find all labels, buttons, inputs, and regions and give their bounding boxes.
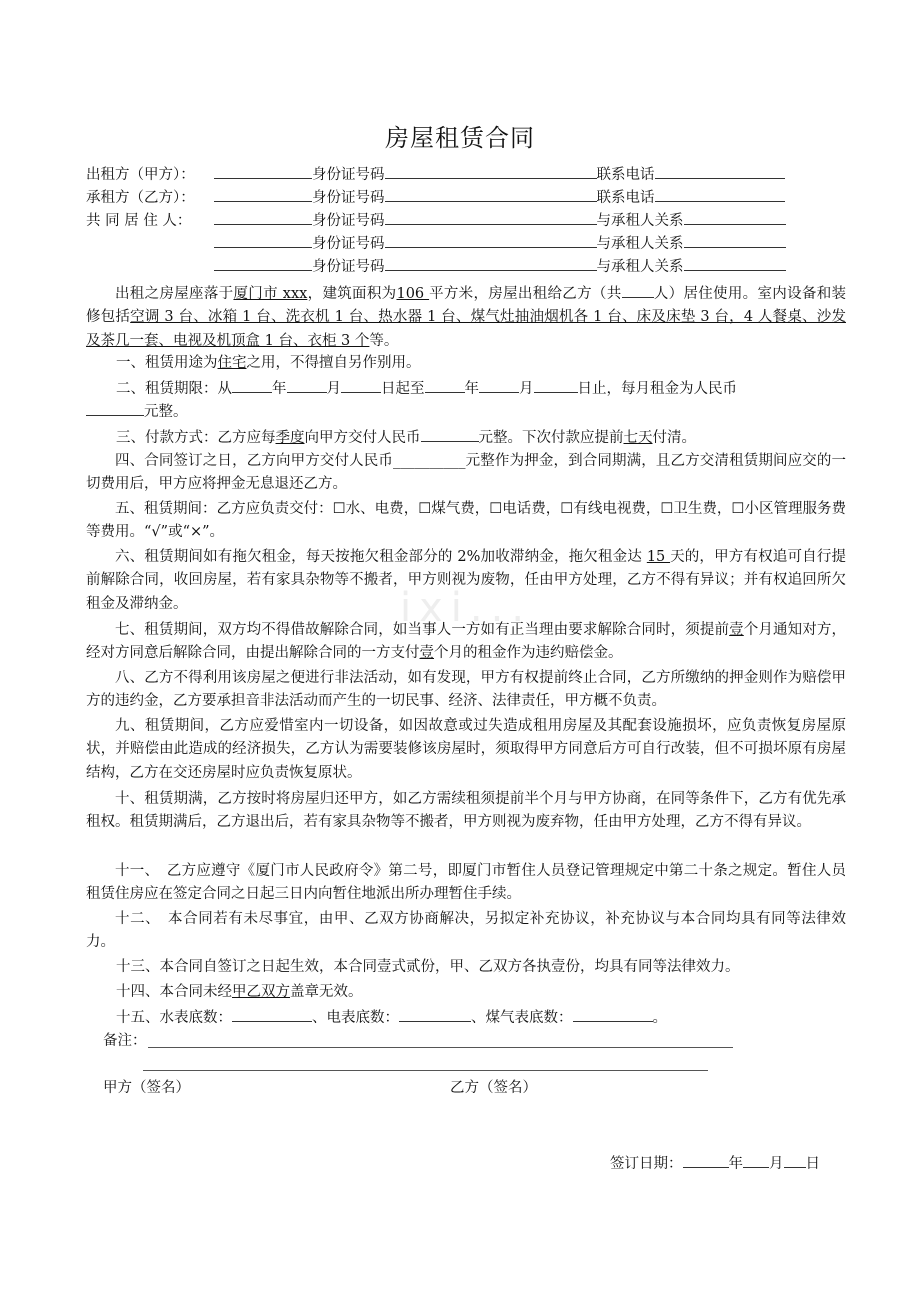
cohabitant-label: 共 同 居 住 人： (86, 213, 192, 229)
clause-1-text-a: 一、租赁用途为 (116, 355, 218, 371)
water-meter-label: 十五、水表底数： (116, 1010, 232, 1026)
lessor-name-blank[interactable] (214, 162, 312, 179)
lessor-row (86, 162, 785, 184)
clause-7-text-b: 个月通知对方，经对方同意后解除合同，由提出解除合同的一方支付 (86, 622, 847, 662)
clause-11: 十一、 乙方应遵守《厦门市人民政府令》第二号，即厦门市暂住人员登记管理规定中第二十条之规定。暂住人员租赁住房应在签定合同之日起三日内向暂住地派出所办理暂住手续。 (86, 863, 846, 903)
notice-months: 壹 (729, 622, 744, 638)
signing-day-label: 日 (805, 1156, 820, 1172)
cohabitant-row-1 (86, 208, 786, 230)
clause-9: 九、租赁期间，乙方应爱惜室内一切设备，如因故意或过失造成租用房屋及其配套设施损坏，应负责恢复房屋原状，并赔偿由此造成的经济损失，乙方认为需要装修该房屋时，须取得甲方同意后方可自行改装，但不可损坏原有房屋结构，乙方在交还房屋时应负责恢复原状。 (86, 718, 846, 781)
lessee-phone-blank[interactable] (655, 185, 785, 202)
cohabitant-2-id-label: 身份证号码 (312, 236, 385, 252)
lessee-label: 承租方（乙方）： (86, 190, 195, 206)
clause-13: 十三、本合同自签订之日起生效，本合同壹式贰份，甲、乙双方各执壹份，均具有同等法律效力。 (116, 959, 740, 975)
overdue-days: 15 (646, 549, 671, 565)
payment-advance-days: 七天 (623, 430, 653, 446)
clause-4: 四、合同签订之日，乙方向甲方交付人民币__________元整作为押金，到合同期满，且乙方交清租赁期间应交的一切费用后，甲方应将押金无息退还乙方。 (86, 453, 846, 493)
clause-7 (86, 619, 846, 666)
lease-end-day-blank[interactable] (534, 376, 578, 393)
cohabitant-3-id-label: 身份证号码 (312, 259, 385, 275)
clause-14-text-b: 盖章无效。 (290, 984, 363, 1000)
cohabitant-3-name-blank[interactable] (214, 254, 312, 271)
signing-month-label: 月 (769, 1156, 784, 1172)
clause-6 (86, 546, 846, 616)
cohabitant-3-id-blank[interactable] (385, 254, 597, 271)
lease-start-day-label: 日起至 (381, 381, 425, 397)
remark-line-2[interactable] (143, 1070, 708, 1071)
lessor-id-label: 身份证号码 (312, 167, 385, 183)
lease-start-year-blank[interactable] (232, 376, 272, 393)
payment-period: 季度 (275, 430, 305, 446)
cohabitant-2-relation-blank[interactable] (684, 231, 786, 248)
cohabitant-row-3 (86, 254, 786, 276)
clause-12: 十二、 本合同若有未尽事宜，由甲、乙双方协商解决，另拟定补充协议，补充协议与本合同均具有同等法律效力。 (86, 911, 846, 951)
clause-10: 十、租赁期满，乙方按时将房屋归还甲方，如乙方需续租须提前半个月与甲方协商，在同等条件下，乙方有优先承租权。租赁期满后，乙方退出后，若有家具杂物等不搬者，甲方则视为废弃物，任由甲方处理，乙方不得有异议。 (86, 791, 846, 831)
payment-amount-blank[interactable] (421, 425, 479, 442)
clause-1-text-b: 之用，不得擅自另作别用。 (246, 355, 421, 371)
location-area: 106 (396, 286, 430, 302)
cohabitant-row-2 (86, 231, 786, 253)
clause-14-text-a: 十四、本合同未经 (116, 984, 232, 1000)
clause-15 (86, 1005, 876, 1028)
signing-date-label: 签订日期： (610, 1156, 683, 1172)
location-city: 厦门市 xxx (233, 286, 308, 302)
clause-3 (86, 425, 876, 448)
clause-7-text-a: 七、租赁期间，双方均不得借故解除合同，如当事人一方如有正当理由要求解除合同时，须提前 (115, 622, 730, 638)
clause-2-line-1 (86, 376, 876, 399)
electric-meter-blank[interactable] (399, 1005, 471, 1022)
lease-start-year-label: 年 (272, 381, 287, 397)
location-text-3: 平方米，房屋出租给乙方（共 (429, 286, 622, 302)
signing-year-label: 年 (728, 1156, 743, 1172)
water-meter-blank[interactable] (232, 1005, 312, 1022)
clause-6-text-b: 天的，甲方有权追可自行提前解除合同，收回房屋，若有家具杂物等不搬者，甲方则视为废物，任由甲方处理，乙方不得有异议；并有权追回所欠租金及滞纳金。 (86, 549, 847, 612)
lessee-id-label: 身份证号码 (312, 190, 385, 206)
lessee-row (86, 185, 785, 207)
location-text-2: ，建筑面积为 (307, 286, 397, 302)
cohabitant-3-relation-label: 与承租人关系 (596, 259, 684, 275)
clause-5: 五、租赁期间：乙方应负责交付：☐水、电费，☐煤气费，☐电话费，☐有线电视费，☐卫生费，☐小区管理服务费等费用。“√”或“×”。 (86, 501, 846, 541)
lease-start-month-blank[interactable] (287, 376, 327, 393)
lease-end-year-blank[interactable] (425, 376, 465, 393)
cohabitant-1-id-blank[interactable] (385, 208, 597, 225)
clause-3-text-d: 付清。 (652, 430, 696, 446)
cohabitant-1-id-label: 身份证号码 (312, 213, 385, 229)
lessee-phone-label: 联系电话 (596, 190, 655, 206)
location-text-4: 人）居住使用。室内设备和装修包括 (86, 286, 847, 326)
clause-3-text-a: 三、付款方式：乙方应每 (116, 430, 276, 446)
cohabitant-2-relation-label: 与承租人关系 (596, 236, 684, 252)
cohabitant-1-relation-blank[interactable] (684, 208, 786, 225)
clause-6-text-a: 六、租赁期间如有拖欠租金，每天按拖欠租金部分的 2%加收滞纳金，拖欠租金达 (115, 549, 647, 565)
lessee-id-blank[interactable] (385, 185, 597, 202)
clause-15-end: 。 (652, 1010, 667, 1026)
cohabitant-2-name-blank[interactable] (214, 231, 312, 248)
clause-1 (86, 352, 876, 375)
watermark: ixi... (400, 585, 533, 631)
lease-end-year-label: 年 (464, 381, 479, 397)
gas-meter-blank[interactable] (573, 1005, 653, 1022)
lessor-label: 出租方（甲方）： (86, 167, 195, 183)
remark-line-1[interactable] (148, 1047, 733, 1048)
party-a-signature: 甲方（签名） (103, 1080, 190, 1096)
lease-end-day-label: 日止，每月租金为人民币 (577, 381, 737, 397)
clause-7-text-c: 个月的租金作为违约赔偿金。 (434, 645, 623, 662)
location-text-5: 等。 (369, 332, 399, 349)
signing-date (610, 1151, 820, 1173)
clause-3-text-c: 元整。下次付款应提前 (478, 430, 624, 446)
location-paragraph (86, 281, 846, 353)
remark-label: 备注： (103, 1033, 147, 1049)
electric-meter-label: 、电表底数： (312, 1010, 399, 1026)
clause-2-tail: 元整。 (144, 404, 188, 420)
clause-1-use: 住宅 (217, 355, 247, 371)
signing-year-blank[interactable] (683, 1151, 729, 1168)
party-b-signature: 乙方（签名） (450, 1080, 537, 1096)
gas-meter-label: 、煤气表底数： (471, 1010, 573, 1026)
lessee-name-blank[interactable] (214, 185, 312, 202)
clause-14-parties: 甲乙双方 (232, 984, 290, 1000)
lessor-phone-label: 联系电话 (596, 167, 655, 183)
lease-end-month-blank[interactable] (479, 376, 519, 393)
lessor-id-blank[interactable] (385, 162, 597, 179)
clause-2-line-2 (86, 399, 846, 422)
equipment-list: 空调 3 台、冰箱 1 台、洗衣机 1 台、热水器 1 台、煤气灶抽油烟机各 1 台、床及床垫 3 台，4 人餐桌、沙发及茶几一套、电视及机顶盒 1 台、衣柜 3 个 (86, 309, 846, 349)
lease-start-day-blank[interactable] (341, 376, 381, 393)
lease-end-month-label: 月 (519, 381, 534, 397)
clause-3-text-b: 向甲方交付人民币 (304, 430, 421, 446)
lease-start-month-label: 月 (326, 381, 341, 397)
lessor-phone-blank[interactable] (655, 162, 785, 179)
clause-14 (86, 981, 876, 1004)
cohabitant-1-name-blank[interactable] (214, 208, 312, 225)
monthly-rent-blank[interactable] (86, 399, 144, 416)
occupant-count-blank[interactable] (622, 281, 654, 298)
cohabitant-2-id-blank[interactable] (385, 231, 597, 248)
clause-8: 八、乙方不得利用该房屋之便进行非法活动，如有发现，甲方有权提前终止合同，乙方所缴纳的押金则作为赔偿甲方的违约金，乙方要承担音非法活动而产生的一切民事、经济、法律责任，甲方概不负责。 (86, 670, 846, 710)
clause-2-text-a: 二、租赁期限：从 (116, 381, 232, 397)
signing-day-blank[interactable] (784, 1151, 806, 1168)
cohabitant-1-relation-label: 与承租人关系 (596, 213, 684, 229)
penalty-months: 壹 (419, 645, 434, 662)
location-text-1: 出租之房屋座落于 (115, 286, 234, 302)
page-title: 房屋租赁合同 (385, 124, 535, 152)
signing-month-blank[interactable] (743, 1151, 769, 1168)
cohabitant-3-relation-blank[interactable] (684, 254, 786, 271)
